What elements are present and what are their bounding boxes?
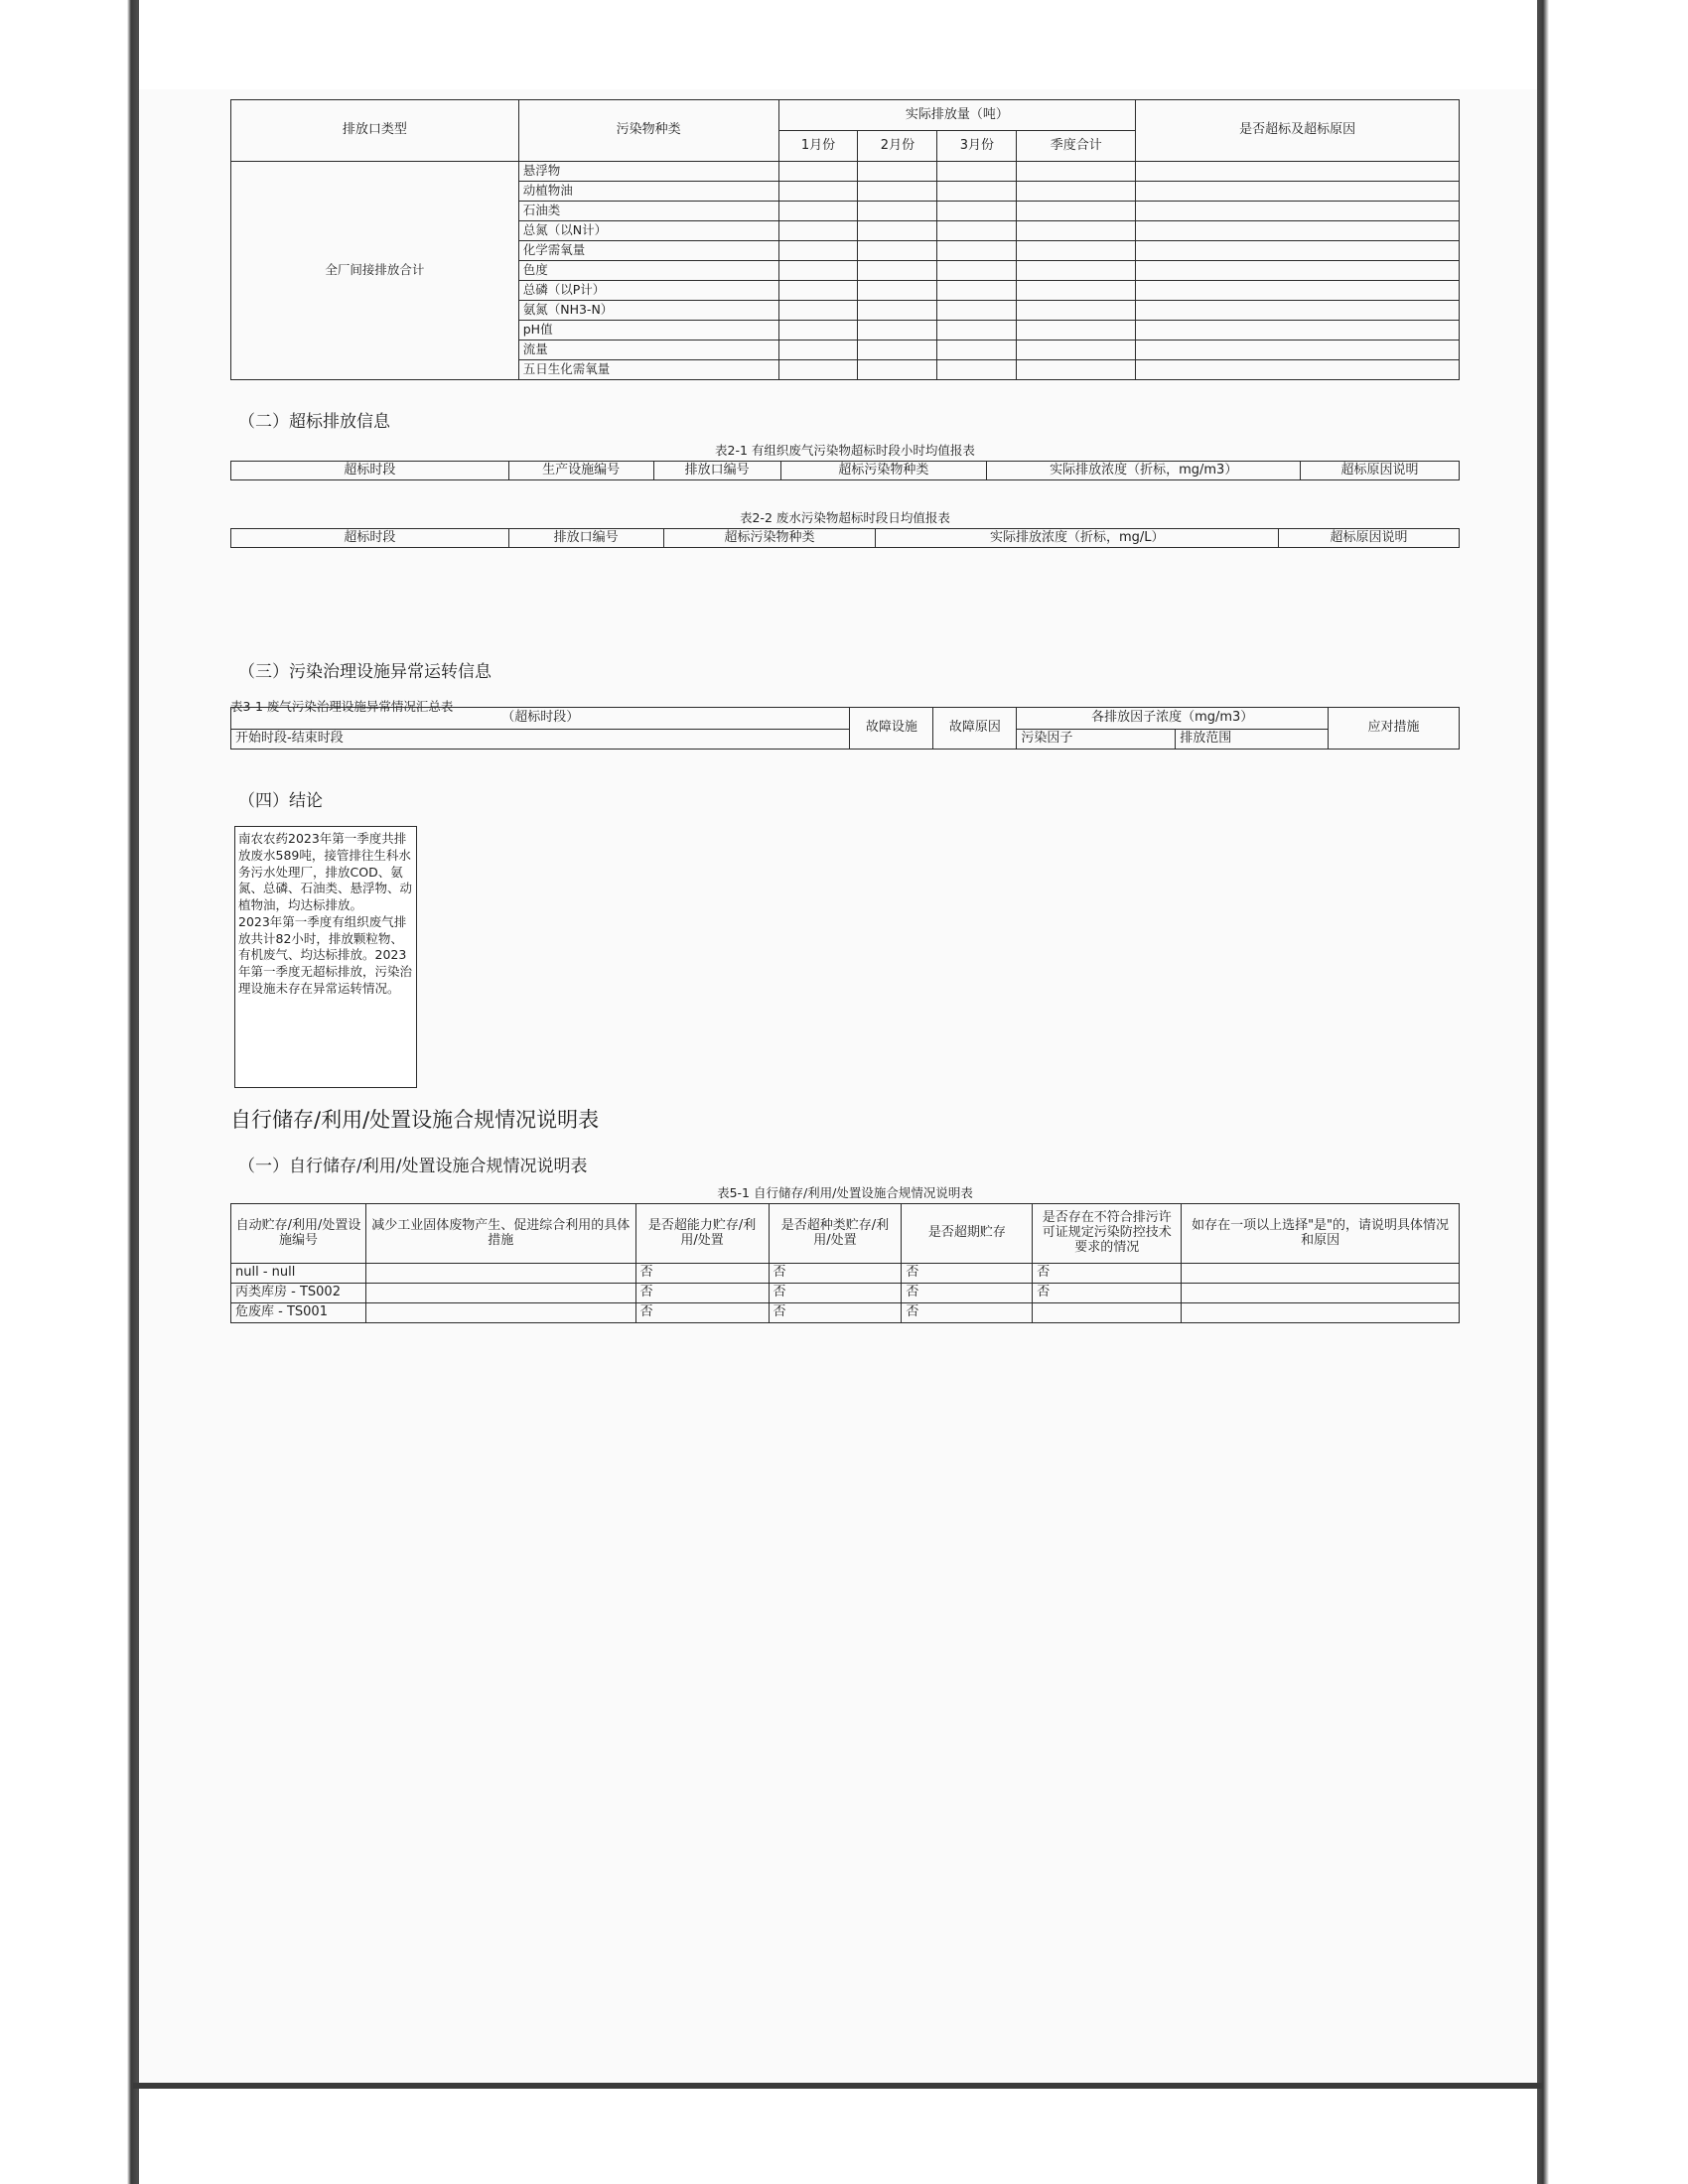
pollutant-name: 悬浮物 (518, 162, 778, 182)
header-month-3: 3月份 (937, 131, 1017, 162)
abnormal-section-title: （三）污染治理设施异常运转信息 (238, 662, 492, 682)
value-cell: 否 (1033, 1284, 1182, 1303)
value-cell: 否 (902, 1303, 1033, 1323)
value-cell: 否 (635, 1284, 769, 1303)
table-5-1-caption: 表5-1 自行储存/利用/处置设施合规情况说明表 (717, 1185, 973, 1200)
table-5-1-header: 是否超期贮存 (902, 1204, 1033, 1264)
table-2-1 (230, 461, 1460, 480)
value-cell: 否 (635, 1264, 769, 1284)
value-cell: 否 (769, 1284, 902, 1303)
header-period-sub: 开始时段-结束时段 (231, 730, 850, 750)
table-2-2-header: 实际排放浓度（折标，mg/L） (876, 529, 1279, 548)
storage-main-title: 自行储存/利用/处置设施合规情况说明表 (230, 1108, 600, 1132)
header-month-1: 1月份 (778, 131, 858, 162)
pollutant-name: 总氮（以N计） (518, 221, 778, 241)
scan-edge-bottom (133, 2083, 1543, 2089)
table-5-1 (230, 1203, 1460, 1323)
value-cell: 否 (902, 1264, 1033, 1284)
facility-id: 危废库 - TS001 (231, 1303, 366, 1323)
group-label: 全厂间接排放合计 (231, 162, 519, 380)
header-fault-facility: 故障设施 (850, 708, 933, 750)
value-cell: 否 (1033, 1264, 1182, 1284)
value-cell: 否 (769, 1303, 902, 1323)
table-2-2 (230, 528, 1460, 548)
pollutant-name: 石油类 (518, 202, 778, 221)
header-measures: 应对措施 (1329, 708, 1460, 750)
value-cell: 否 (902, 1284, 1033, 1303)
header-exceed-reason: 是否超标及超标原因 (1136, 100, 1460, 162)
header-actual-amount: 实际排放量（吨） (778, 100, 1136, 131)
table-2-1-header: 实际排放浓度（折标，mg/m3） (987, 462, 1301, 480)
scan-edge-right (1537, 0, 1688, 2184)
pollutant-name: 化学需氧量 (518, 241, 778, 261)
conclusion-section-title: （四）结论 (238, 791, 323, 811)
table-2-1-header: 超标污染物种类 (780, 462, 987, 480)
table-5-1-header: 是否超种类贮存/利用/处置 (769, 1204, 902, 1264)
table-3-1-caption: 表3-1 废气污染治理设施异常情况汇总表 (230, 699, 454, 714)
pollutant-name: 五日生化需氧量 (518, 360, 778, 380)
table-5-1-header: 如存在一项以上选择"是"的，请说明具体情况和原因 (1182, 1204, 1460, 1264)
value-cell: 否 (635, 1303, 769, 1323)
table-3-1 (230, 707, 1460, 750)
header-quarter-total: 季度合计 (1017, 131, 1136, 162)
table-row (231, 1284, 1460, 1303)
table-5-1-header: 是否超能力贮存/利用/处置 (635, 1204, 769, 1264)
table-row (231, 1303, 1460, 1323)
header-factor: 污染因子 (1017, 730, 1176, 750)
table-5-1-header: 是否存在不符合排污许可证规定污染防控技术要求的情况 (1033, 1204, 1182, 1264)
table-2-2-caption: 表2-2 废水污染物超标时段日均值报表 (740, 510, 950, 525)
value-cell (1033, 1303, 1182, 1323)
pollutant-name: 色度 (518, 261, 778, 281)
table-2-1-header: 排放口编号 (653, 462, 780, 480)
header-outlet-type: 排放口类型 (231, 100, 519, 162)
table-2-2-header: 超标污染物种类 (663, 529, 876, 548)
header-range: 排放范围 (1176, 730, 1329, 750)
table-2-1-caption: 表2-1 有组织废气污染物超标时段小时均值报表 (715, 443, 975, 458)
conclusion-textarea[interactable]: 南农农药2023年第一季度共排放废水589吨，接管排往生科水务污水处理厂，排放COD、氨氮、总磷、石油类、悬浮物、动植物油，均达标排放。 2023年第一季度有组织废气排放共计82小时，排放颗粒物、有机废气、均达标排放。2023年第一季度无超标排放，污染治理设施未存在异常运转情况。 (234, 826, 417, 1088)
exceed-section-title: （二）超标排放信息 (238, 412, 390, 432)
emission-table (230, 99, 1460, 380)
table-2-1-header: 生产设施编号 (508, 462, 653, 480)
table-row (231, 1264, 1460, 1284)
pollutant-name: pH值 (518, 321, 778, 341)
header-fault-reason: 故障原因 (933, 708, 1017, 750)
table-2-1-header: 超标原因说明 (1301, 462, 1460, 480)
pollutant-name: 总磷（以P计） (518, 281, 778, 301)
storage-subtitle: （一）自行储存/利用/处置设施合规情况说明表 (238, 1157, 588, 1176)
table-2-2-header: 超标时段 (231, 529, 509, 548)
pollutant-name: 氨氮（NH3-N） (518, 301, 778, 321)
pollutant-name: 流量 (518, 341, 778, 360)
pollutant-name: 动植物油 (518, 182, 778, 202)
table-2-1-header: 超标时段 (231, 462, 509, 480)
table-5-1-header: 自动贮存/利用/处置设施编号 (231, 1204, 366, 1264)
table-2-2-header: 超标原因说明 (1279, 529, 1460, 548)
facility-id: 丙类库房 - TS002 (231, 1284, 366, 1303)
header-concentration: 各排放因子浓度（mg/m3） (1017, 708, 1329, 730)
table-5-1-header: 减少工业固体废物产生、促进综合利用的具体措施 (365, 1204, 635, 1264)
header-month-2: 2月份 (858, 131, 937, 162)
value-cell: 否 (769, 1264, 902, 1284)
header-pollutant-type: 污染物种类 (518, 100, 778, 162)
facility-id: null - null (231, 1264, 366, 1284)
scan-edge-left (0, 0, 139, 2184)
table-2-2-header: 排放口编号 (508, 529, 663, 548)
header-period: （超标时段） (231, 708, 850, 730)
